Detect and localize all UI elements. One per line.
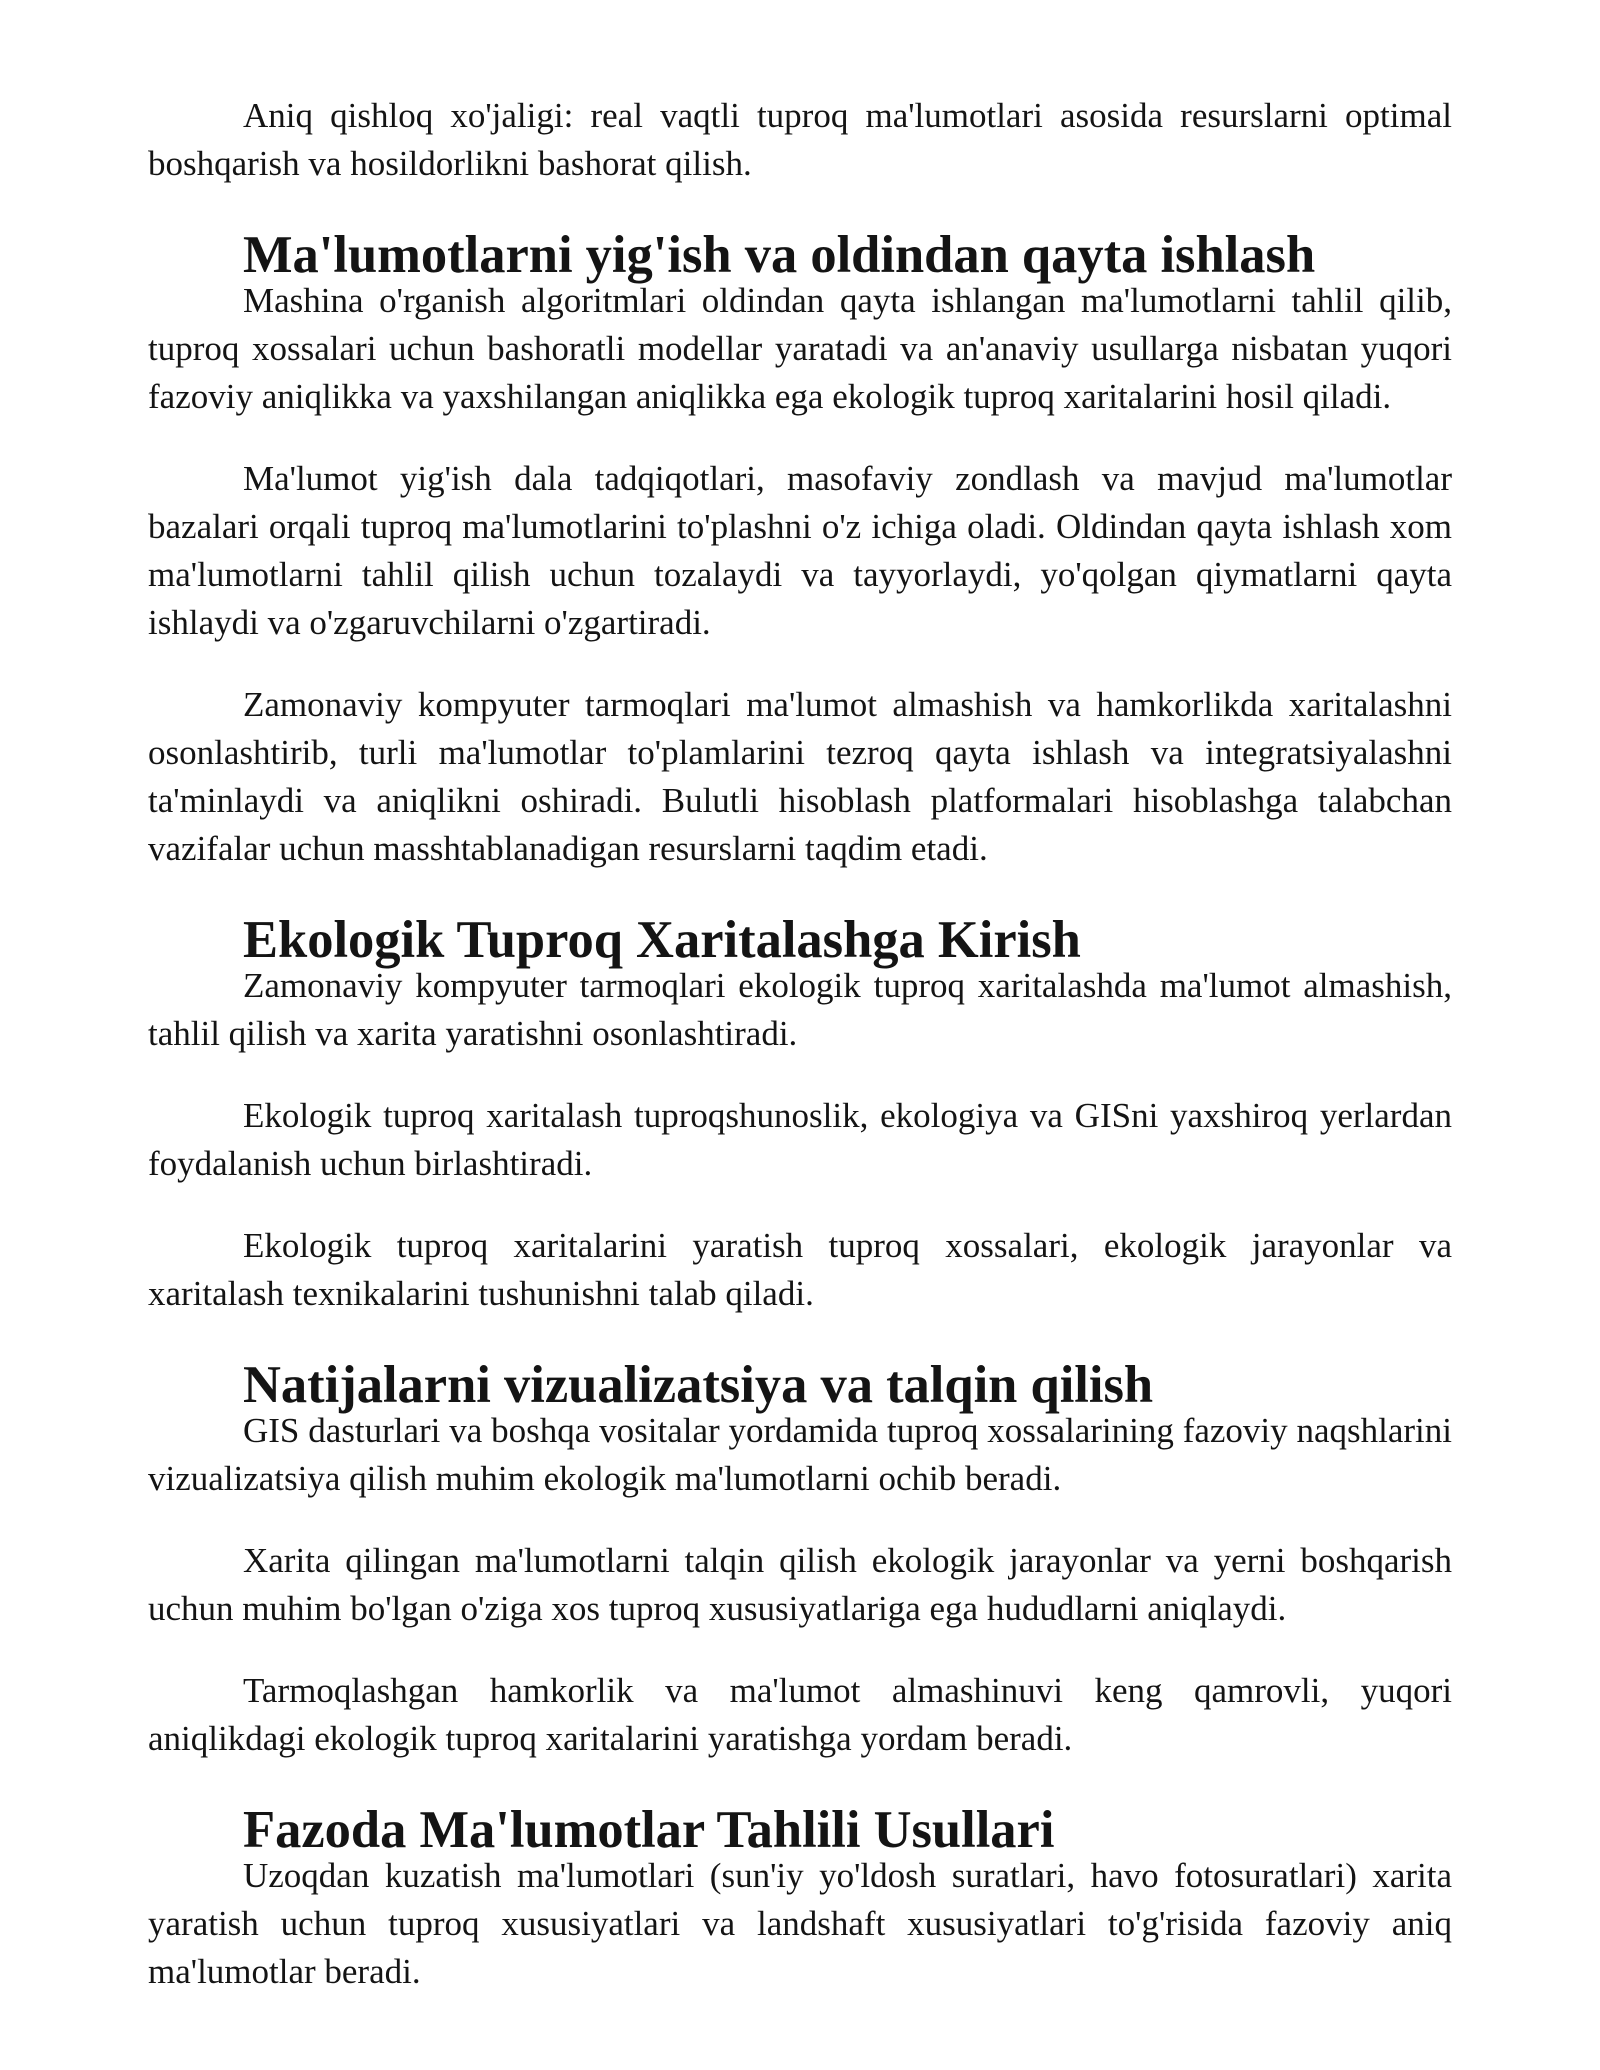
paragraph: Ma'lumot yig'ish dala tadqiqotlari, masofaviy zondlash va mavjud ma'lumotlar bazalari orqali tuproq ma'lumotlarini to'plashni o'z ichiga oladi. Oldindan qayta ishlash xom ma'lumotlarni tahlil qilish uchun tozalaydi va tayyorlaydi, yo'qolgan qiymatlarni qayta ishlaydi va o'zgaruvchilarni o'zgartiradi.: [148, 459, 1452, 642]
paragraph: Ekologik tuproq xaritalash tuproqshunoslik, ekologiya va GISni yaxshiroq yerlardan foydalanish uchun birlashtiradi.: [148, 1096, 1452, 1183]
paragraph: Ekologik tuproq xaritalarini yaratish tuproq xossalari, ekologik jarayonlar va xaritalash texnikalarini tushunishni talab qiladi.: [148, 1226, 1452, 1313]
section-heading-data-collection: Ma'lumotlarni yig'ish va oldindan qayta ishlash: [243, 226, 1316, 284]
paragraph: Xarita qilingan ma'lumotlarni talqin qilish ekologik jarayonlar va yerni boshqarish uchun muhim bo'lgan o'ziga xos tuproq xususiyatlariga ega hududlarni aniqlaydi.: [148, 1541, 1452, 1628]
paragraph: Mashina o'rganish algoritmlari oldindan qayta ishlangan ma'lumotlarni tahlil qilib, tuproq xossalari uchun bashoratli modellar yaratadi va an'anaviy usullarga nisbatan yuqori fazoviy aniqlikka va yaxshilangan aniqlikka ega ekologik tuproq xaritalarini hosil qiladi.: [148, 281, 1452, 416]
section-heading-spatial-analysis: Fazoda Ma'lumotlar Tahlili Usullari: [243, 1801, 1055, 1859]
paragraph: Tarmoqlashgan hamkorlik va ma'lumot almashinuvi keng qamrovli, yuqori aniqlikdagi ekologik tuproq xaritalarini yaratishga yordam beradi.: [148, 1671, 1452, 1758]
section-heading-visualization: Natijalarni vizualizatsiya va talqin qilish: [243, 1356, 1154, 1414]
intro-paragraph: Aniq qishloq xo'jaligi: real vaqtli tuproq ma'lumotlari asosida resurslarni optimal boshqarish va hosildorlikni bashorat qilish.: [148, 96, 1452, 183]
paragraph: GIS dasturlari va boshqa vositalar yordamida tuproq xossalarining fazoviy naqshlarini vizualizatsiya qilish muhim ekologik ma'lumotlarni ochib beradi.: [148, 1411, 1452, 1498]
section-heading-ecological-mapping-intro: Ekologik Tuproq Xaritalashga Kirish: [243, 911, 1081, 969]
document-page: [148, 92, 1452, 1996]
paragraph: Zamonaviy kompyuter tarmoqlari ekologik tuproq xaritalashda ma'lumot almashish, tahlil qilish va xarita yaratishni osonlashtiradi.: [148, 966, 1452, 1053]
paragraph: Zamonaviy kompyuter tarmoqlari ma'lumot almashish va hamkorlikda xaritalashni osonlashtirib, turli ma'lumotlar to'plamlarini tezroq qayta ishlash va integratsiyalashni ta'minlaydi va aniqlikni oshiradi. Bulutli hisoblash platformalari hisoblashga talabchan vazifalar uchun masshtablanadigan resurslarni taqdim etadi.: [148, 685, 1452, 868]
paragraph: Uzoqdan kuzatish ma'lumotlari (sun'iy yo'ldosh suratlari, havo fotosuratlari) xarita yaratish uchun tuproq xususiyatlari va landshaft xususiyatlari to'g'risida fazoviy aniq ma'lumotlar beradi.: [148, 1856, 1452, 1991]
